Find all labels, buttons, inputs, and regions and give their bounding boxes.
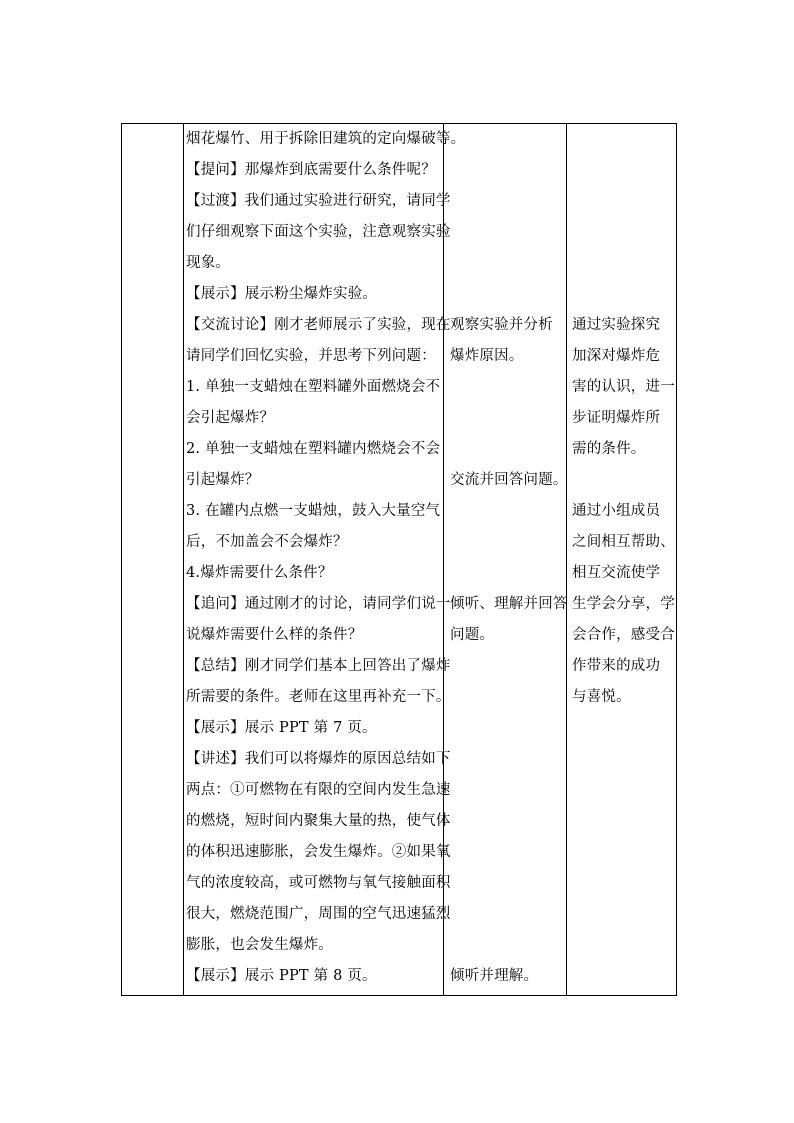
teacher-line: 两点：①可燃物在有限的空间内发生急速 xyxy=(186,782,451,798)
student-line xyxy=(450,868,565,899)
student-line xyxy=(450,775,565,806)
column-divider-1 xyxy=(183,124,184,995)
teacher-line: 【展示】展示粉尘爆炸实验。 xyxy=(186,286,378,302)
teacher-line: 们仔细观察下面这个实验，注意观察实验 xyxy=(186,224,451,240)
student-line xyxy=(450,930,565,961)
teacher-line: 【讲述】我们可以将爆炸的原因总结如下 xyxy=(186,751,451,767)
student-line xyxy=(450,372,565,403)
student-line: 倾听并理解。 xyxy=(450,968,539,984)
teacher-line: 【展示】展示 PPT 第 8 页。 xyxy=(186,968,377,984)
teacher-line: 很大，燃烧范围广，周围的空气迅速猛烈 xyxy=(186,906,451,922)
student-line xyxy=(450,434,565,465)
student-line: 爆炸原因。 xyxy=(450,348,524,364)
design-line xyxy=(572,465,674,496)
design-line: 害的认识，进一 xyxy=(572,379,675,395)
teacher-line: 所需要的条件。老师在这里再补充一下。 xyxy=(186,689,451,705)
design-line: 与喜悦。 xyxy=(572,689,631,705)
student-activity-cell xyxy=(450,310,568,992)
teacher-line: 膨胀，也会发生爆炸。 xyxy=(186,937,333,953)
student-line xyxy=(450,837,565,868)
design-line: 会合作，感受合 xyxy=(572,627,675,643)
design-line: 作带来的成功 xyxy=(572,658,661,674)
student-line: 倾听、理解并回答 xyxy=(450,596,568,612)
teacher-line: 【追问】通过刚才的讨论，请同学们说一 xyxy=(186,596,451,612)
design-line: 之间相互帮助、 xyxy=(572,534,675,550)
teacher-line: 【提问】那爆炸到底需要什么条件呢？ xyxy=(186,162,436,178)
student-line xyxy=(450,744,565,775)
teacher-line: 现象。 xyxy=(186,255,231,271)
student-line xyxy=(450,527,565,558)
student-line: 观察实验并分析 xyxy=(450,317,553,333)
student-line xyxy=(450,682,565,713)
student-line xyxy=(450,558,565,589)
column-divider-3 xyxy=(566,124,567,995)
teacher-line: 请同学们回忆实验，并思考下列问题： xyxy=(186,348,436,364)
teacher-line: 引起爆炸？ xyxy=(186,472,260,488)
student-line xyxy=(450,806,565,837)
teacher-line: 【展示】展示 PPT 第 7 页。 xyxy=(186,720,377,736)
teacher-line: 1. 单独一支蜡烛在塑料罐外面燃烧会不 xyxy=(186,379,441,395)
design-line: 步证明爆炸所 xyxy=(572,410,661,426)
teacher-line: 的燃烧，短时间内聚集大量的热，使气体 xyxy=(186,813,451,829)
student-line xyxy=(450,496,565,527)
teacher-line: 的体积迅速膨胀，会发生爆炸。②如果氧 xyxy=(186,844,451,860)
design-line: 需的条件。 xyxy=(572,441,646,457)
student-line: 问题。 xyxy=(450,627,495,643)
design-line: 加深对爆炸危 xyxy=(572,348,661,364)
teacher-line: 会引起爆炸？ xyxy=(186,410,275,426)
design-intent-cell xyxy=(572,310,674,713)
design-line: 通过小组成员 xyxy=(572,503,661,519)
teacher-line: 气的浓度较高，或可燃物与氧气接触面积 xyxy=(186,875,451,891)
teacher-line: 【过渡】我们通过实验进行研究，请同学 xyxy=(186,193,451,209)
student-line xyxy=(450,651,565,682)
teacher-line: 4.爆炸需要什么条件？ xyxy=(186,565,333,581)
teacher-activity-cell xyxy=(186,124,466,992)
student-line xyxy=(450,899,565,930)
design-line: 生学会分享，学 xyxy=(572,596,675,612)
teacher-line: 说爆炸需要什么样的条件？ xyxy=(186,627,363,643)
teacher-line: 【交流讨论】刚才老师展示了实验，现在 xyxy=(186,317,451,333)
student-line xyxy=(450,403,565,434)
teacher-line: 后，不加盖会不会爆炸？ xyxy=(186,534,348,550)
teacher-line: 【总结】刚才同学们基本上回答出了爆炸 xyxy=(186,658,451,674)
design-line: 相互交流使学 xyxy=(572,565,661,581)
design-line: 通过实验探究 xyxy=(572,317,661,333)
student-line: 交流并回答问题。 xyxy=(450,472,568,488)
teacher-line: 烟花爆竹、用于拆除旧建筑的定向爆破等。 xyxy=(186,131,466,147)
student-line xyxy=(450,713,565,744)
teacher-line: 3. 在罐内点燃一支蜡烛，鼓入大量空气 xyxy=(186,503,441,519)
teacher-line: 2. 单独一支蜡烛在塑料罐内燃烧会不会 xyxy=(186,441,441,457)
